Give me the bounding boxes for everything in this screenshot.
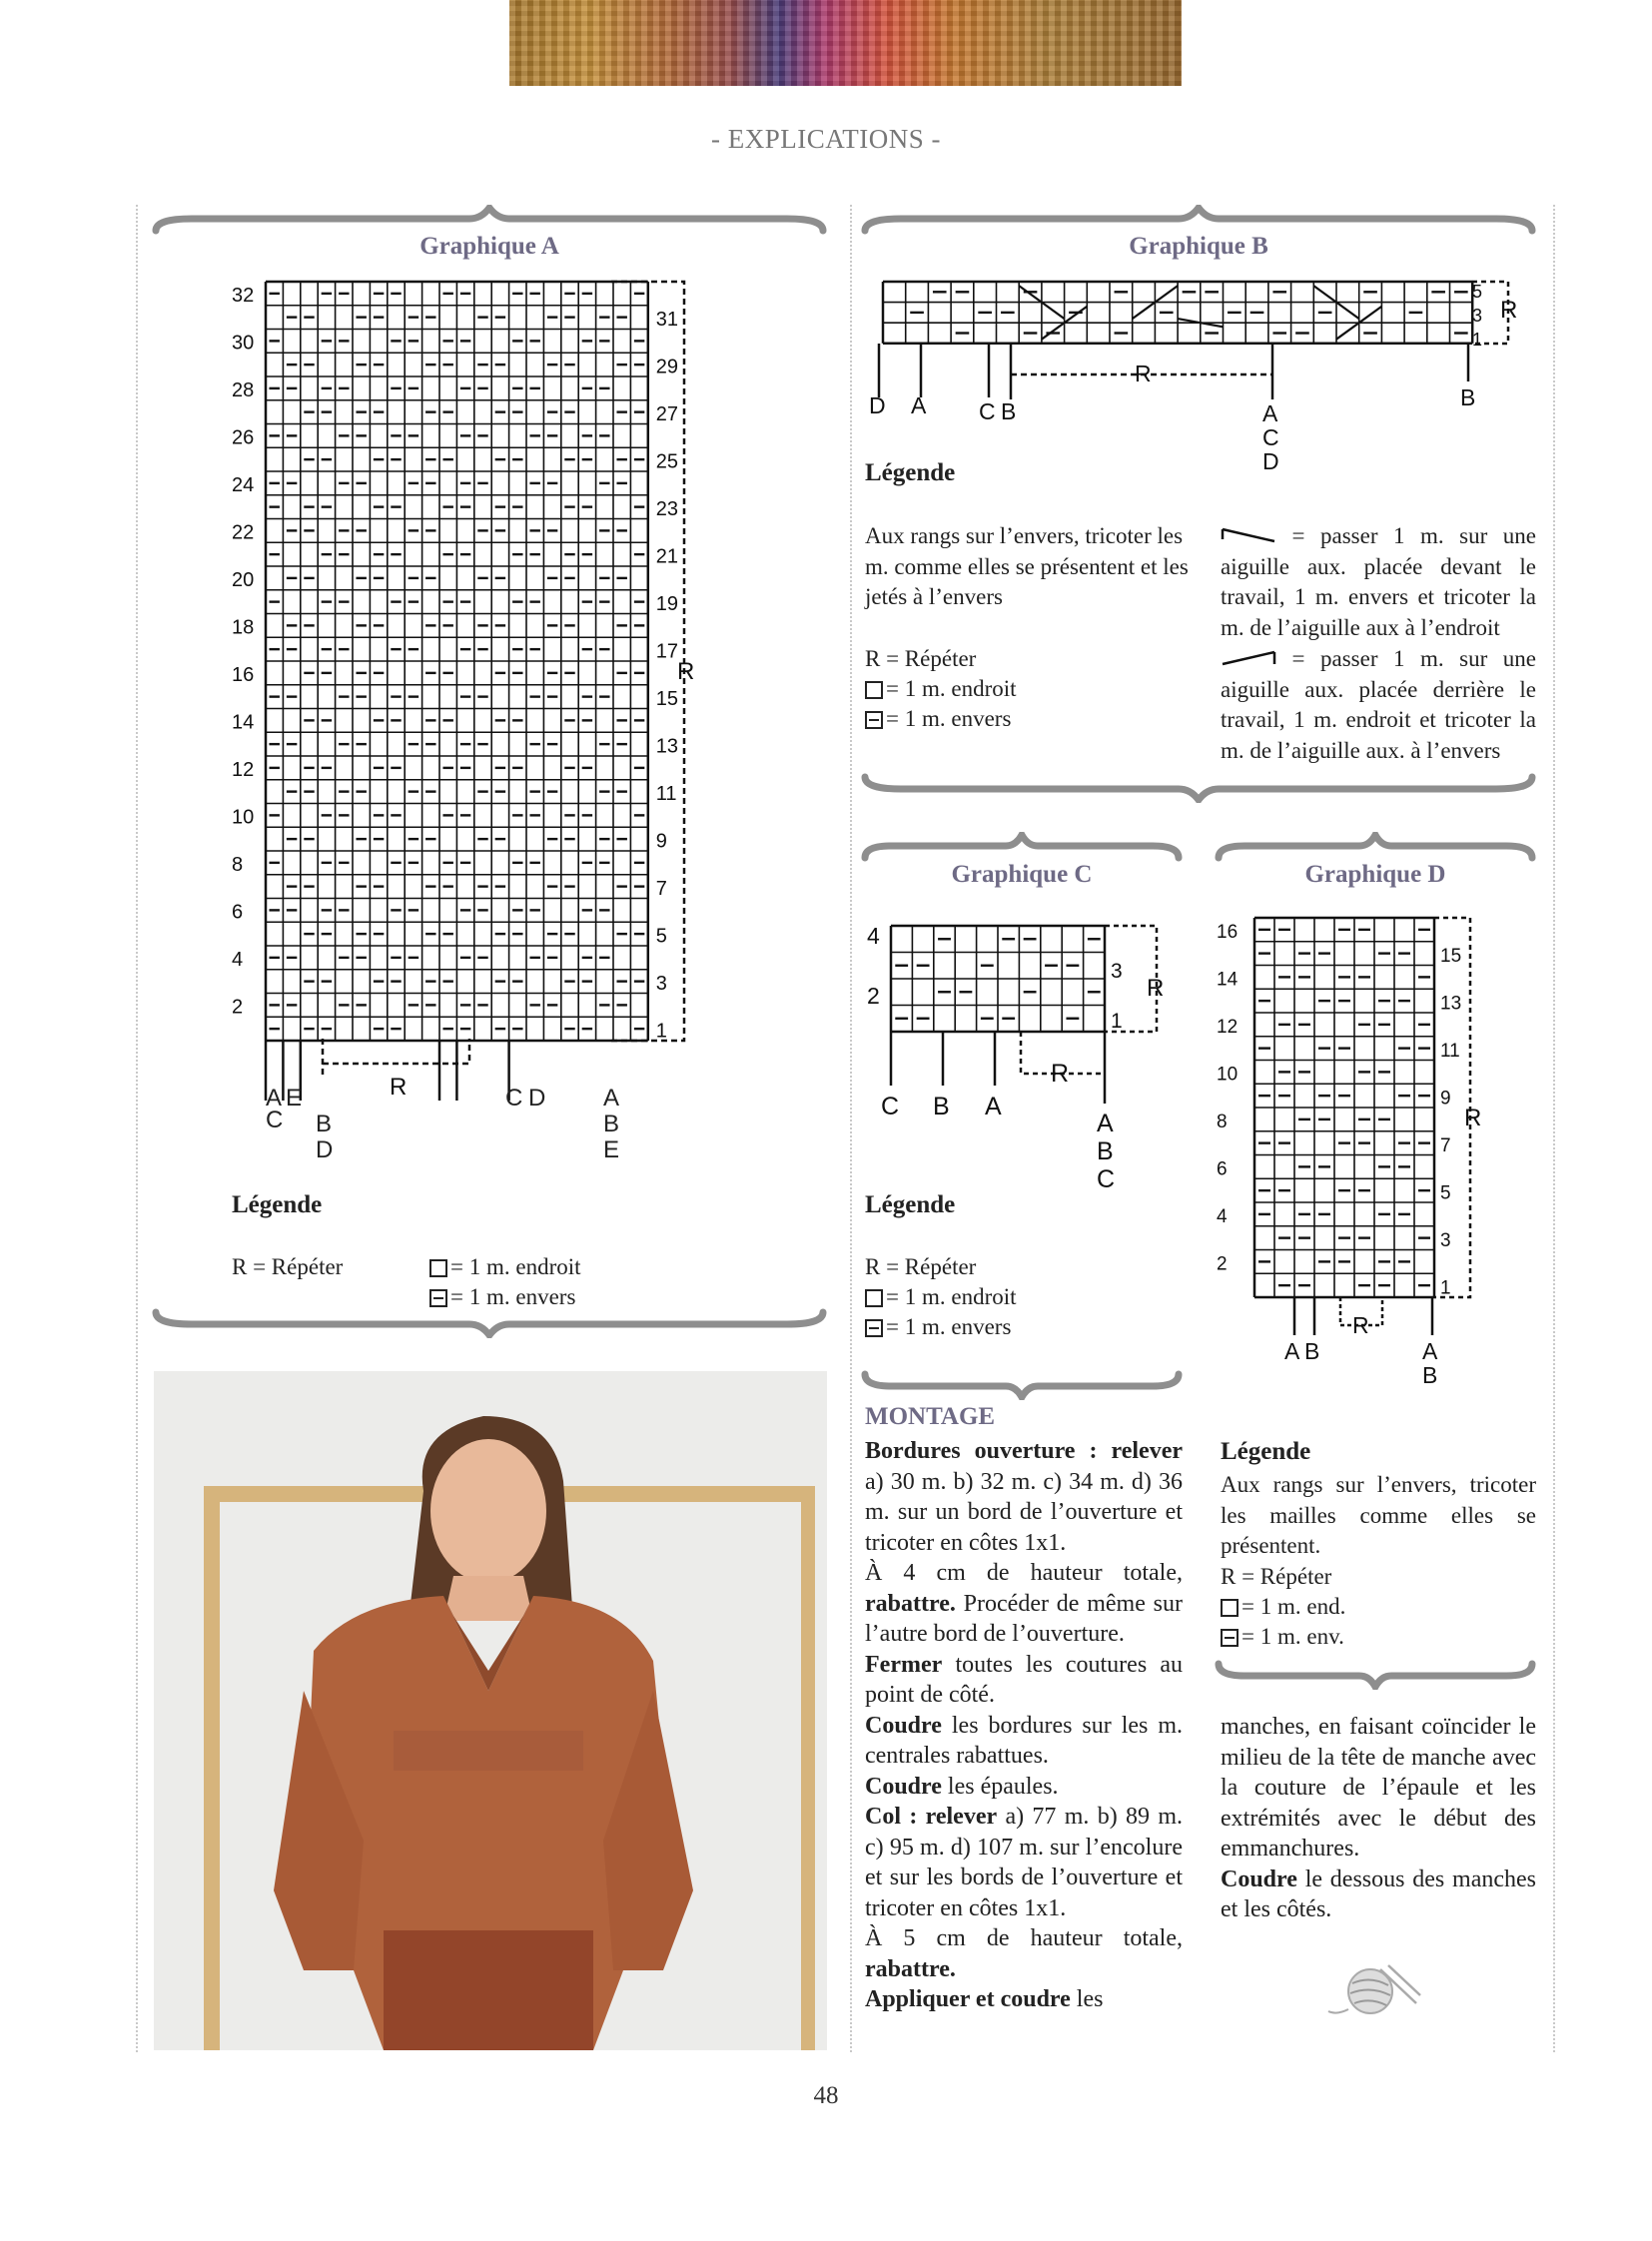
chart-a-row-label: 21 xyxy=(655,545,679,568)
chart-d-title: Graphique D xyxy=(1304,861,1446,888)
chart-d-row-label: 6 xyxy=(1217,1158,1228,1180)
svg-text:A: A xyxy=(985,1093,1002,1120)
chart-a-row-label: 29 xyxy=(655,356,679,378)
svg-text:A: A xyxy=(911,392,927,418)
chart-d-grid xyxy=(1215,904,1536,1393)
chart-a-bottom-repeat: R xyxy=(390,1074,408,1101)
svg-text:B: B xyxy=(1304,1338,1320,1364)
svg-text:B: B xyxy=(1422,1362,1438,1388)
label-a: A xyxy=(266,1085,283,1112)
chart-a-grid xyxy=(230,270,709,1188)
chart-d-row-label: 9 xyxy=(1440,1088,1451,1110)
label-d: D xyxy=(528,1085,546,1112)
chart-a-row-label: 13 xyxy=(655,735,679,758)
purl-symbol-icon xyxy=(865,1319,883,1337)
legend-b-knit: = 1 m. endroit xyxy=(865,674,1017,705)
legend-c-repeat: R = Répéter xyxy=(865,1254,977,1279)
svg-text:D: D xyxy=(869,392,886,418)
svg-text:B: B xyxy=(1001,398,1017,424)
montage-title: MONTAGE xyxy=(865,1403,996,1430)
chart-a-row-label: 11 xyxy=(655,782,677,805)
svg-text:B: B xyxy=(1460,384,1476,410)
chart-c-title: Graphique C xyxy=(951,861,1093,888)
label-b: B xyxy=(316,1111,333,1137)
svg-text:1: 1 xyxy=(1111,1010,1123,1033)
chart-a-row-label: 15 xyxy=(655,687,679,710)
chart-a-row-label: 19 xyxy=(655,592,679,615)
chart-b-title: Graphique B xyxy=(1129,233,1268,260)
column-divider xyxy=(136,205,138,2052)
label-a: A xyxy=(603,1085,620,1112)
label-e: E xyxy=(603,1136,620,1163)
chart-d-row-label: 13 xyxy=(1440,993,1462,1015)
chart-a-row-label: 8 xyxy=(232,854,244,877)
svg-text:2: 2 xyxy=(867,983,880,1009)
label-c: C xyxy=(505,1085,523,1112)
chart-a-row-label: 23 xyxy=(655,497,679,520)
chart-d-row-label: 7 xyxy=(1440,1134,1451,1156)
chart-d-row-label: 11 xyxy=(1440,1040,1460,1062)
cross-right-symbol-icon xyxy=(1221,648,1276,668)
svg-text:B: B xyxy=(1097,1137,1114,1165)
legend-b-cross-left: = passer 1 m. sur une aiguille aux. placée devant le travail, 1 m. envers et tricoter la m. de l’aiguille aux à l’endroit xyxy=(1221,523,1536,640)
brace-bottom-chart-d xyxy=(1215,1660,1536,1690)
svg-text:R: R xyxy=(1135,361,1152,386)
montage-continued-text: manches, en faisant coïncider le milieu de la tête de manche avec la couture de l’épaule et les extrémités avec le début des emmanchures. Coudre le dessous des manches et les côtés. xyxy=(1221,1714,1537,1922)
svg-text:C: C xyxy=(979,398,996,424)
svg-text:C: C xyxy=(1097,1165,1116,1193)
label-b: B xyxy=(603,1111,620,1137)
chart-d-row-label: 4 xyxy=(1217,1206,1228,1228)
legend-a-knit: = 1 m. endroit xyxy=(429,1252,581,1283)
chart-a-row-label: 17 xyxy=(655,640,679,663)
brace-bottom-chart-c xyxy=(861,1370,1183,1400)
chart-d-repeat-label: R xyxy=(1464,1105,1482,1131)
purl-symbol-icon xyxy=(1221,1629,1239,1647)
legend-b-purl: = 1 m. envers xyxy=(865,704,1011,735)
purl-symbol-icon xyxy=(865,711,883,729)
chart-a-row-label: 1 xyxy=(655,1020,667,1043)
legend-a-purl: = 1 m. envers xyxy=(429,1282,575,1313)
chart-d-row-label: 14 xyxy=(1217,969,1239,991)
chart-a-title: Graphique A xyxy=(419,233,559,260)
chart-a-row-label: 4 xyxy=(232,949,244,972)
chart-a-repeat-label: R xyxy=(677,658,695,685)
chart-a-row-label: 28 xyxy=(232,379,255,402)
knit-symbol-icon xyxy=(865,681,883,699)
legend-d-repeat: R = Répéter xyxy=(1221,1564,1332,1589)
legend-b-heading: Légende xyxy=(865,459,956,486)
svg-text:C: C xyxy=(1262,424,1279,450)
svg-text:R: R xyxy=(1352,1312,1369,1338)
chart-d-row-label: 10 xyxy=(1217,1064,1239,1086)
svg-text:3: 3 xyxy=(1472,306,1483,326)
chart-d-row-label: 16 xyxy=(1217,922,1239,944)
chart-a-row-label: 22 xyxy=(232,521,255,544)
chart-d-row-label: 12 xyxy=(1217,1017,1239,1039)
svg-text:C: C xyxy=(881,1093,900,1120)
chart-c-grid xyxy=(861,904,1183,1203)
legend-d-purl: = 1 m. env. xyxy=(1221,1622,1344,1653)
chart-d-row-label: 15 xyxy=(1440,945,1462,967)
chart-a-row-label: 2 xyxy=(232,996,244,1019)
chart-a-row-label: 18 xyxy=(232,616,255,639)
chart-a-row-label: 5 xyxy=(655,925,667,948)
svg-text:A: A xyxy=(1097,1110,1114,1137)
model-photo xyxy=(154,1371,827,2050)
legend-c-heading: Légende xyxy=(865,1191,956,1218)
brace-bottom-chart-b xyxy=(861,773,1536,803)
brace-top-chart-b xyxy=(861,205,1536,235)
chart-a-row-label: 26 xyxy=(232,426,255,449)
chart-a-row-label: 12 xyxy=(232,759,255,782)
svg-text:B: B xyxy=(933,1093,950,1120)
label-e: E xyxy=(286,1085,303,1112)
knit-symbol-icon xyxy=(429,1259,447,1277)
legend-b-repeat: R = Répéter xyxy=(865,646,977,671)
column-divider xyxy=(1553,205,1555,2052)
svg-text:5: 5 xyxy=(1472,282,1483,302)
svg-text:1: 1 xyxy=(1472,330,1483,350)
knit-symbol-icon xyxy=(1221,1599,1239,1617)
yarn-banner-image xyxy=(509,0,1182,86)
legend-b-wrong-side: Aux rangs sur l’envers, tricoter les m. comme elles se présentent et les jetés à l’envers xyxy=(865,523,1189,609)
montage-text: Bordures ouverture : relever a) 30 m. b) 32 m. c) 34 m. d) 36 m. sur un bord de l’ouverture et tricoter en côtes 1x1. À 4 cm de hauteur totale, rabattre. Procéder de même sur l’autre bord de l’ouverture. Fermer toutes les coutures au point de côté. Coudre les bordures sur les m. centrales rabattues. Coudre les épaules. Col : relever a) 77 m. b) 89 m. c) 95 m. d) 107 m. sur l’encolure et sur les bords de l’ouverture et tricoter en côtes 1x1. À 5 cm de hauteur totale, rabattre. Appliquer et coudre les xyxy=(865,1438,1184,2012)
legend-b-cross-right: = passer 1 m. sur une aiguille aux. placée derrière le travail, 1 m. endroit et tricoter la m. de l’aiguille aux. à l’envers xyxy=(1221,646,1536,763)
chart-a-row-label: 27 xyxy=(655,402,679,425)
chart-a-row-label: 10 xyxy=(232,806,255,829)
legend-c-purl: = 1 m. envers xyxy=(865,1312,1011,1343)
chart-b-grid xyxy=(861,270,1536,479)
label-c: C xyxy=(266,1107,284,1133)
brace-top-chart-a xyxy=(152,205,827,235)
yarn-ball-icon xyxy=(1326,1955,1422,2019)
legend-a-heading: Légende xyxy=(232,1191,323,1218)
svg-text:A: A xyxy=(1284,1338,1300,1364)
legend-c-knit: = 1 m. endroit xyxy=(865,1282,1017,1313)
brace-top-chart-c xyxy=(861,832,1183,862)
chart-a-row-label: 16 xyxy=(232,664,255,687)
chart-d-row-label: 2 xyxy=(1217,1253,1228,1275)
chart-a-row-label: 30 xyxy=(232,332,255,355)
chart-a-row-label: 24 xyxy=(232,474,255,497)
legend-d-heading: Légende xyxy=(1221,1438,1311,1465)
chart-a-row-label: 3 xyxy=(655,972,667,995)
legend-d-knit: = 1 m. end. xyxy=(1221,1592,1345,1623)
svg-text:A: A xyxy=(1422,1338,1438,1364)
column-divider xyxy=(850,205,852,2052)
page-number: 48 xyxy=(813,2082,839,2109)
chart-a-row-label: 6 xyxy=(232,901,244,924)
chart-d-row-label: 5 xyxy=(1440,1182,1451,1204)
chart-a-row-label: 32 xyxy=(232,285,255,308)
chart-a-row-label: 9 xyxy=(655,830,667,853)
label-d: D xyxy=(316,1136,334,1163)
svg-text:D: D xyxy=(1262,448,1279,474)
cross-left-symbol-icon xyxy=(1221,525,1276,545)
svg-text:3: 3 xyxy=(1111,960,1123,983)
chart-b-repeat-label: R xyxy=(1500,297,1518,324)
svg-text:A: A xyxy=(1262,400,1278,426)
svg-text:R: R xyxy=(1051,1060,1070,1088)
chart-a-row-label: 25 xyxy=(655,450,679,473)
chart-d-row-label: 8 xyxy=(1217,1112,1228,1133)
page-header-title: - EXPLICATIONS - xyxy=(711,124,941,154)
chart-d-row-label: 1 xyxy=(1440,1277,1451,1299)
brace-bottom-chart-a xyxy=(152,1308,827,1338)
knit-symbol-icon xyxy=(865,1289,883,1307)
chart-a-row-label: 20 xyxy=(232,569,255,592)
legend-a-repeat: R = Répéter xyxy=(232,1254,344,1279)
chart-a-row-label: 7 xyxy=(655,877,667,900)
chart-a-row-label: 14 xyxy=(232,711,255,734)
purl-symbol-icon xyxy=(429,1289,447,1307)
chart-c-repeat-label: R xyxy=(1147,975,1165,1002)
svg-text:4: 4 xyxy=(867,923,880,949)
brace-top-chart-d xyxy=(1215,832,1536,862)
chart-a-row-label: 31 xyxy=(655,308,679,331)
legend-d-wrong-side: Aux rangs sur l’envers, tricoter les mailles comme elles se présentent. xyxy=(1221,1472,1536,1558)
chart-d-row-label: 3 xyxy=(1440,1229,1451,1251)
